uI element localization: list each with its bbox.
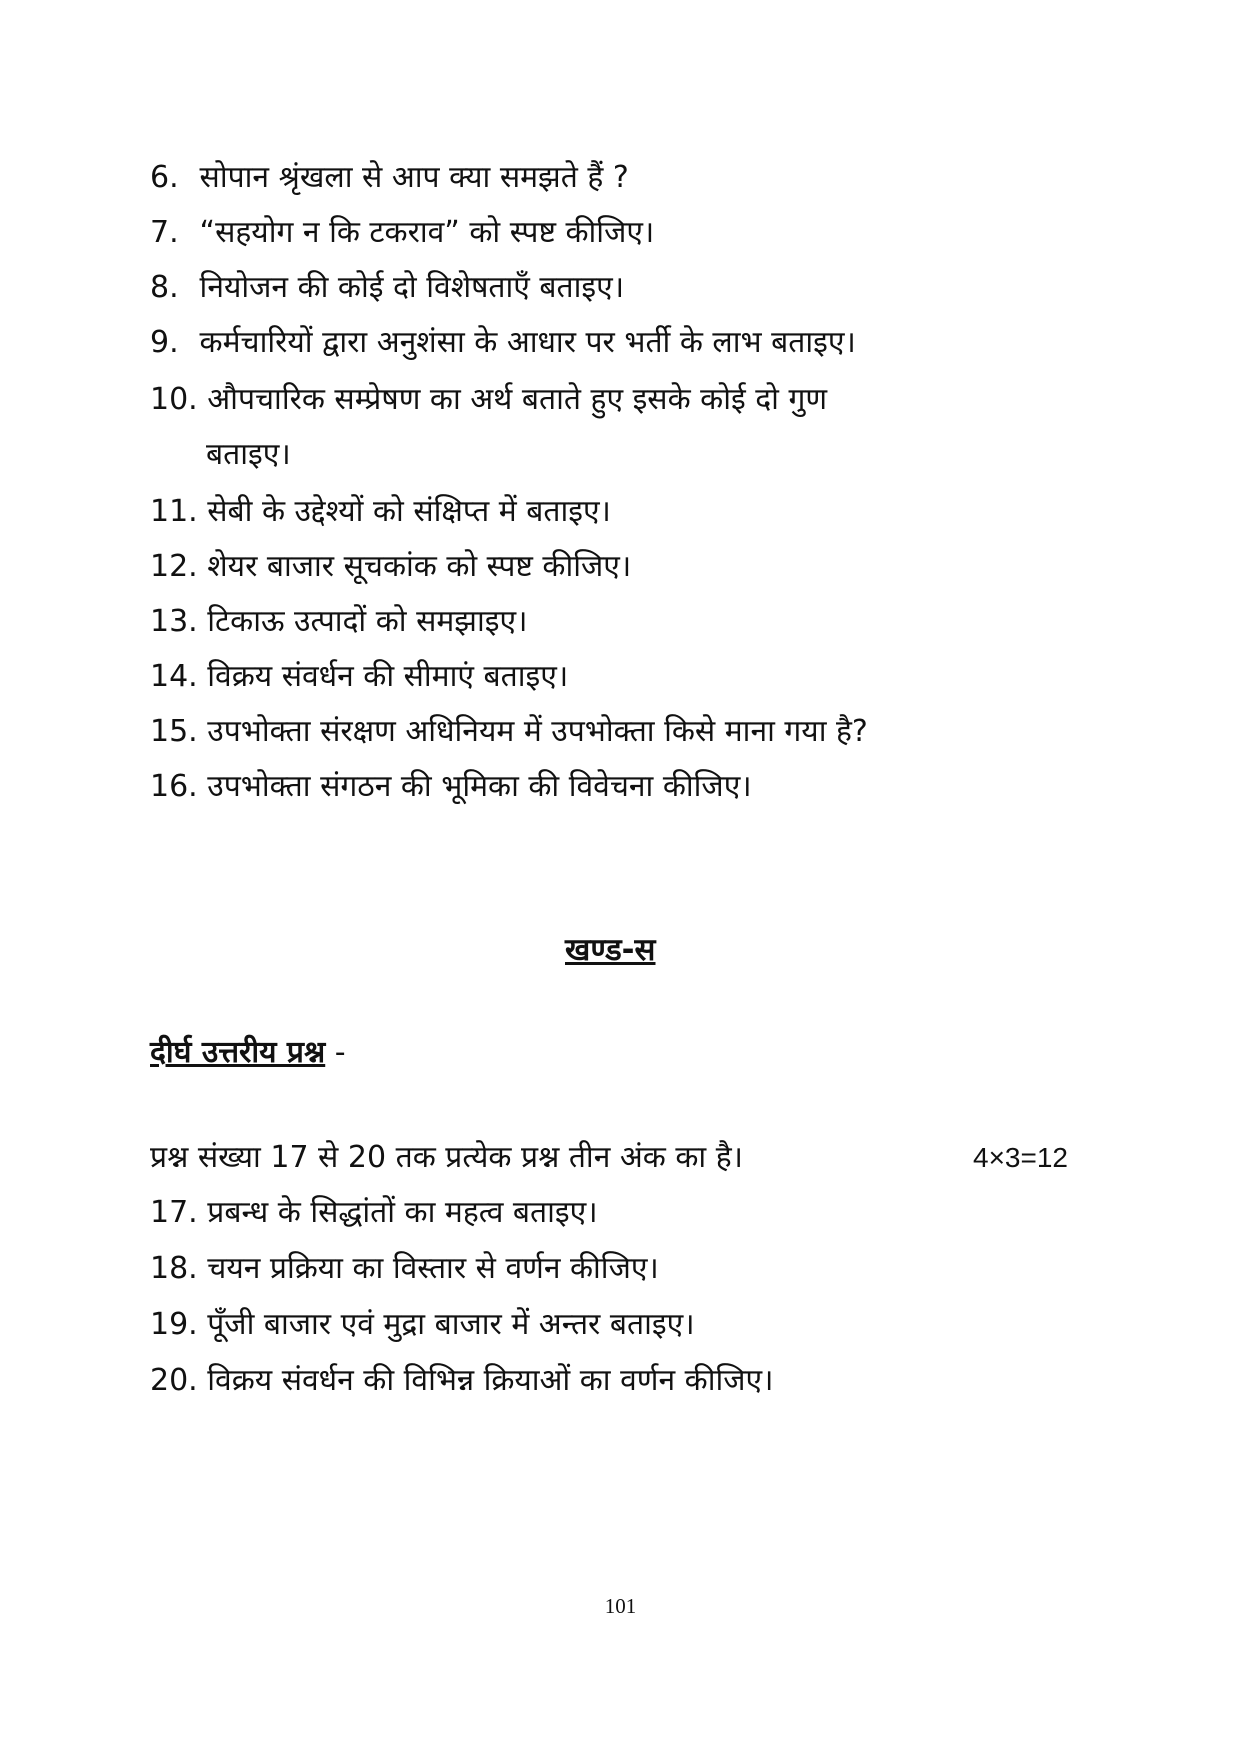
section-subtitle: दीर्घ उत्तरीय प्रश्न	[150, 1035, 326, 1070]
section-marks: 4×3=12	[973, 1142, 1068, 1173]
page-number: 101	[604, 1594, 637, 1618]
question-10	[150, 380, 827, 420]
question-number: 12.	[150, 549, 198, 584]
question-20	[150, 1361, 773, 1401]
question-text: उपभोक्ता संगठन की भूमिका की विवेचना कीजिए।	[207, 769, 752, 804]
question-16	[150, 767, 752, 807]
question-text: उपभोक्ता संरक्षण अधिनियम में उपभोक्ता किसे माना गया है?	[207, 714, 868, 749]
question-17	[150, 1193, 598, 1233]
question-13	[150, 602, 527, 642]
question-text: प्रबन्ध के सिद्धांतों का महत्व बताइए।	[207, 1195, 598, 1230]
question-text: विक्रय संवर्धन की विभिन्न क्रियाओं का वर्णन कीजिए।	[207, 1363, 774, 1398]
question-text: सेबी के उद्देश्यों को संक्षिप्त में बताइए।	[207, 494, 611, 529]
question-number: 15.	[150, 714, 198, 749]
question-number: 13.	[150, 604, 198, 639]
question-12	[150, 547, 631, 587]
question-number: 20.	[150, 1363, 198, 1398]
question-10-continuation: बताइए।	[206, 437, 291, 472]
section-subtitle-suffix: -	[334, 1035, 346, 1070]
question-9	[150, 323, 856, 363]
question-text: “सहयोग न कि टकराव” को स्पष्ट कीजिए।	[199, 215, 655, 250]
question-number: 19.	[150, 1307, 198, 1342]
question-text: टिकाऊ उत्पादों को समझाइए।	[207, 604, 528, 639]
question-number: 18.	[150, 1251, 198, 1286]
question-number: 10.	[150, 382, 198, 417]
question-14	[150, 657, 568, 697]
question-11	[150, 492, 611, 532]
question-number: 14.	[150, 659, 198, 694]
question-number: 11.	[150, 494, 198, 529]
section-instruction: प्रश्न संख्या 17 से 20 तक प्रत्येक प्रश्न तीन अंक का है।	[150, 1140, 744, 1175]
question-18	[150, 1249, 659, 1289]
question-number: 17.	[150, 1195, 198, 1230]
question-number: 7.	[150, 215, 179, 250]
question-text: चयन प्रक्रिया का विस्तार से वर्णन कीजिए।	[207, 1251, 659, 1286]
question-19	[150, 1305, 695, 1345]
section-subtitle-line	[150, 1030, 346, 1071]
question-number: 16.	[150, 769, 198, 804]
question-text: पूँजी बाजार एवं मुद्रा बाजार में अन्तर बताइए।	[207, 1307, 695, 1342]
section-title: खण्ड-स	[565, 932, 656, 968]
question-6	[150, 158, 629, 198]
question-text: औपचारिक सम्प्रेषण का अर्थ बताते हुए इसके कोई दो गुण	[207, 382, 828, 417]
question-number: 6.	[150, 160, 179, 195]
question-text: सोपान श्रृंखला से आप क्या समझते हैं ?	[199, 160, 629, 195]
question-8	[150, 268, 624, 308]
question-text: शेयर बाजार सूचकांक को स्पष्ट कीजिए।	[207, 549, 632, 584]
question-number: 8.	[150, 270, 179, 305]
question-number: 9.	[150, 325, 179, 360]
question-text: विक्रय संवर्धन की सीमाएं बताइए।	[207, 659, 569, 694]
question-text: कर्मचारियों द्वारा अनुशंसा के आधार पर भर्ती के लाभ बताइए।	[199, 325, 856, 360]
question-15	[150, 712, 868, 752]
question-text: नियोजन की कोई दो विशेषताएँ बताइए।	[199, 270, 625, 305]
question-7	[150, 213, 654, 253]
